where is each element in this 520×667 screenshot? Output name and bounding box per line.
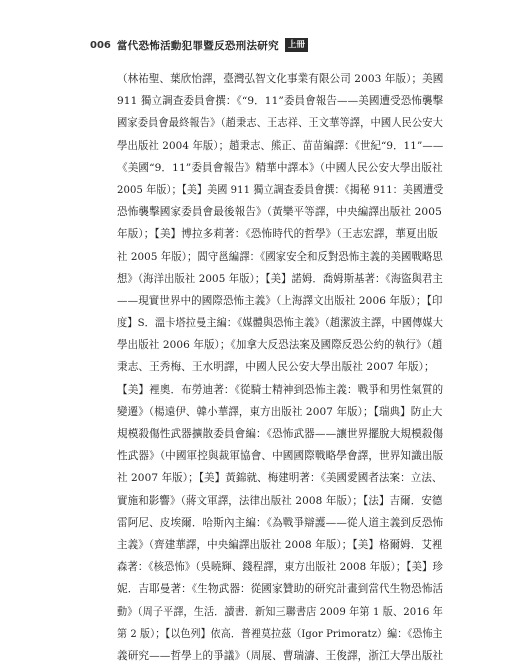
body-text <box>117 68 443 667</box>
text-line: ——現實世界中的國際恐怖主義》（上海譯文出版社 2006 年版）；【印 <box>117 294 443 307</box>
text-line: 社 2007 年版）；【美】黃錦就、梅建明著：《美國愛國者法案：立法、 <box>117 472 443 485</box>
page-header <box>90 37 308 53</box>
running-title: 當代恐怖活動犯罪暨反恐刑法研究 <box>116 39 279 52</box>
text-line: 動》（周子平譯，生活．讀書．新知三聯書店 2009 年第 1 版、2016 年 <box>117 605 443 618</box>
volume-badge: 上冊 <box>285 38 308 52</box>
text-line: 學出版社 2004 年版）；趙秉志、熊正、苗苗編譯：《世紀“9．11”—— <box>117 139 444 152</box>
text-line: 社 2005 年版）；閻守邕編譯：《國家安全和反對恐怖主義的美國戰略思 <box>117 250 443 263</box>
text-line: 實施和影響》（蔣文軍譯，法律出版社 2008 年版）；【法】吉爾．安德 <box>117 494 443 507</box>
text-line: 變遷》（楊遠伊、韓小華譯，東方出版社 2007 年版）；【瑞典】防止大 <box>117 405 443 418</box>
text-line: 學出版社 2006 年版）；《加拿大反恐法案及國際反恐公約的執行》（趙 <box>117 339 443 352</box>
text-line: （林祐聖、葉欣怡譯，臺灣弘智文化事業有限公司 2003 年版）；美國 <box>117 73 444 85</box>
text-line: 妮．吉耶曼著：《生物武器：從國家贊助的研究計畫到當代生物恐怖活 <box>117 583 444 596</box>
text-line: 年版）；【美】博拉多莉著：《恐怖時代的哲學》（王志宏譯，華夏出版 <box>117 228 438 241</box>
text-line: 度】S．溫卡塔拉曼主編：《媒體與恐怖主義》（趙潔波主譯，中國傳媒大 <box>117 317 443 330</box>
text-line: 恐怖襲擊國家委員會最後報告》（黃樂平等譯，中央編譯出版社 2005 <box>117 206 442 219</box>
text-line: 911 獨立調查委員會撰：《“9．11”委員會報告——美國遭受恐怖襲擊 <box>117 95 444 108</box>
page-number: 006 <box>90 39 111 51</box>
text-line: 雷阿尼、皮埃爾．哈斯內主編：《為戰爭辯護——從人道主義到反恐怖 <box>117 516 444 529</box>
text-line: 第 2 版）；【以色列】依高．普裡莫拉茲（Igor Primoratz）編：《恐怖主 <box>117 627 443 640</box>
text-line: 森著：《核恐怖》（吳曉輝、錢程譯，東方出版社 2008 年版）；【美】珍 <box>117 561 443 574</box>
text-line: 《美國“9．11”委員會報告》精華中譯本》（中國人民公安大學出版社 <box>117 161 443 174</box>
text-line: 國家委員會最終報告》（趙秉志、王志祥、王文華等譯，中國人民公安大 <box>117 117 443 130</box>
text-line: 想》（海洋出版社 2005 年版）；【美】諾姆．喬姆斯基著：《海盜與君主 <box>117 272 443 285</box>
text-line: 秉志、王秀梅、王水明譯，中國人民公安大學出版社 2007 年版）； <box>117 361 435 374</box>
text-line: 【美】裡奧．布勞迪著：《從騎士精神到恐怖主義：戰爭和男性氣質的 <box>117 383 444 396</box>
text-line: 義研究——哲學上的爭議》（周展、曹瑞濤、王俊譯，浙江大學出版社 <box>117 649 444 662</box>
text-line: 2005 年版）；【美】美國 911 獨立調查委員會撰：《揭秘 911：美國遭受 <box>117 183 444 196</box>
text-line: 主義》（齊建華譯，中央編譯出版社 2008 年版）；【美】格爾姆．艾裡 <box>117 538 443 551</box>
text-line: 規模殺傷性武器擴散委員會編：《恐怖武器——讓世界擺脫大規模殺傷 <box>117 428 444 440</box>
text-line: 性武器》（中國軍控與裁軍協會、中國國際戰略學會譯，世界知識出版 <box>117 450 444 463</box>
